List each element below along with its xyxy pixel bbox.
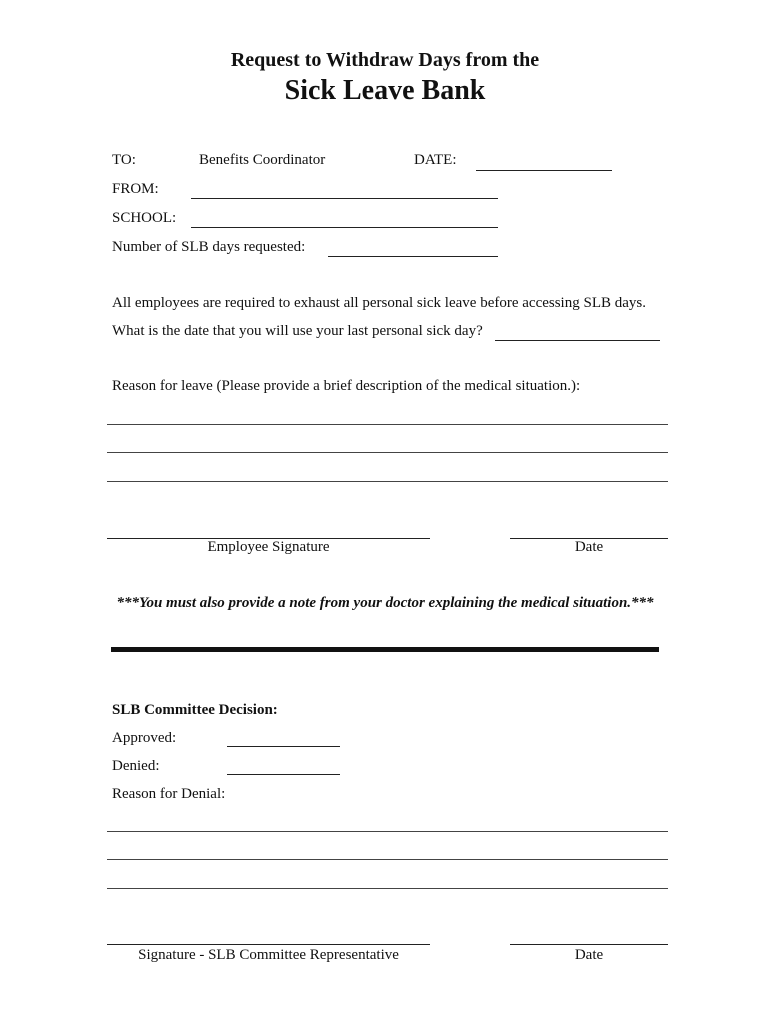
form-title-line2: Sick Leave Bank <box>284 75 486 106</box>
denial-reason-label: Reason for Denial: <box>112 786 226 802</box>
denial-line-1[interactable] <box>107 831 668 832</box>
reason-line-3[interactable] <box>107 481 668 482</box>
school-label: SCHOOL: <box>112 210 177 226</box>
last-sick-day-question: What is the date that you will use your last personal sick day? <box>112 323 483 339</box>
to-label: TO: <box>112 152 136 168</box>
approved-label: Approved: <box>112 730 177 746</box>
committee-heading: SLB Committee Decision: <box>112 702 278 718</box>
from-field[interactable] <box>191 198 498 199</box>
exhaust-notice: All employees are required to exhaust all personal sick leave before accessing SLB days. <box>112 295 646 311</box>
slb-days-label: Number of SLB days requested: <box>112 239 306 255</box>
date-field[interactable] <box>476 170 612 171</box>
committee-signature-label: Signature - SLB Committee Representative <box>138 947 399 963</box>
committee-date-label: Date <box>574 947 604 963</box>
date-label: DATE: <box>414 152 457 168</box>
reason-line-2[interactable] <box>107 452 668 453</box>
last-sick-day-field[interactable] <box>495 340 660 341</box>
committee-signature-field[interactable] <box>107 944 430 945</box>
section-divider <box>111 647 659 652</box>
slb-days-field[interactable] <box>328 256 498 257</box>
denial-line-3[interactable] <box>107 888 668 889</box>
employee-date-label: Date <box>574 539 604 555</box>
denied-label: Denied: <box>112 758 160 774</box>
doctor-note-notice: ***You must also provide a note from your doctor explaining the medical situation.*** <box>116 595 654 611</box>
from-label: FROM: <box>112 181 159 197</box>
school-field[interactable] <box>191 227 498 228</box>
reason-line-1[interactable] <box>107 424 668 425</box>
denied-field[interactable] <box>227 774 340 775</box>
employee-signature-label: Employee Signature <box>207 539 330 555</box>
denial-line-2[interactable] <box>107 859 668 860</box>
reason-for-leave-label: Reason for leave (Please provide a brief description of the medical situation.): <box>112 378 581 394</box>
committee-date-field[interactable] <box>510 944 668 945</box>
to-value: Benefits Coordinator <box>199 152 326 168</box>
form-title-line1: Request to Withdraw Days from the <box>230 49 540 71</box>
approved-field[interactable] <box>227 746 340 747</box>
